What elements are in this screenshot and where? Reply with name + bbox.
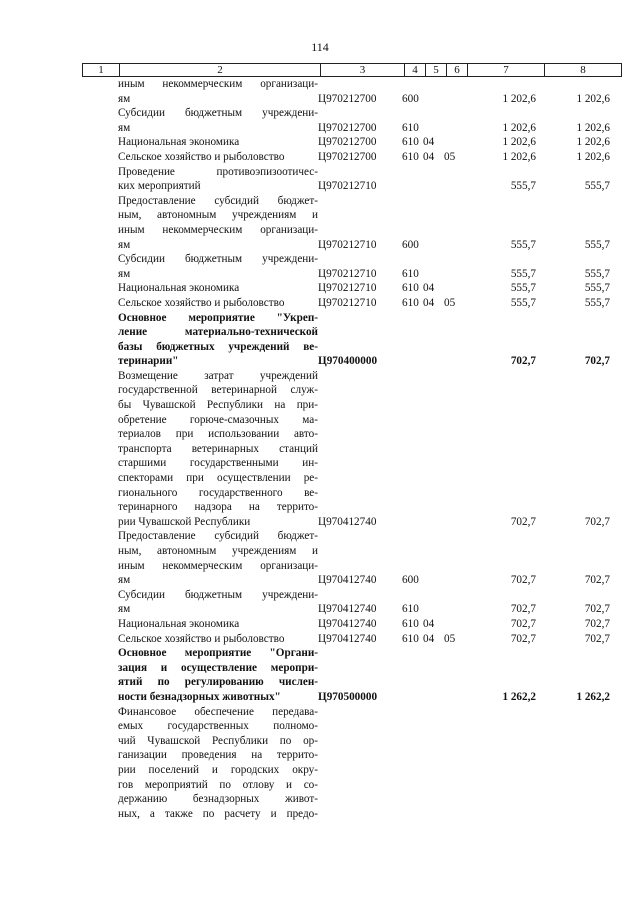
row-amount-col7: 555,7 [510,180,536,193]
row-amount-col7: 1 202,6 [502,121,536,134]
description-line: емых государственных полномо- [118,720,318,733]
row-amount-col7: 702,7 [510,617,536,630]
row-code: Ц970400000 [318,355,378,368]
description-line: Основное мероприятие "Органи- [118,647,318,660]
row-description [118,252,318,281]
row-expense-type: 610 [402,603,419,616]
table-row [82,705,622,822]
row-amount-col8: 555,7 [584,267,610,280]
row-description [118,281,318,296]
table-row [82,646,622,704]
row-expense-type: 600 [402,574,419,587]
col-header-8: 8 [545,64,622,77]
description-line: ям [118,121,131,134]
col-header-3: 3 [321,64,405,77]
description-line: териалов при использовании авто- [118,428,318,441]
col-header-2: 2 [120,64,321,77]
table-row [82,632,622,647]
description-line: ление материально-технической [118,326,318,339]
row-code: Ц970212710 [318,238,377,251]
row-expense-type: 610 [402,136,419,149]
row-subsection: 05 [444,632,456,645]
row-amount-col8: 702,7 [584,355,610,368]
row-expense-type: 610 [402,296,419,309]
description-line: рии Чувашской Республики [118,515,251,528]
row-description [118,646,318,704]
row-expense-type: 600 [402,238,419,251]
budget-table-body [82,77,622,821]
description-line: рии поселений и городских окру- [118,763,318,776]
row-amount-col7: 1 202,6 [502,136,536,149]
row-section: 04 [423,296,435,309]
description-line: Возмещение затрат учреждений [118,369,318,382]
row-section: 04 [423,150,435,163]
description-line: Проведение противоэпизоотичес- [118,165,318,178]
row-section: 04 [423,617,435,630]
col-header-7: 7 [468,64,545,77]
description-line: ям [118,92,131,105]
row-expense-type: 610 [402,617,419,630]
row-amount-col7: 1 202,6 [502,150,536,163]
description-line: Субсидии бюджетным учреждени- [118,588,318,601]
row-expense-type: 610 [402,150,419,163]
description-line: теринарии" [118,355,179,368]
description-line: ганизации проведения на террито- [118,749,318,762]
row-amount-col8: 1 262,2 [576,690,610,703]
row-amount-col8: 555,7 [584,296,610,309]
col-header-5: 5 [426,64,447,77]
row-description [118,617,318,632]
description-line: ям [118,267,131,280]
row-code: Ц970412740 [318,574,377,587]
table-row [82,588,622,617]
row-section: 04 [423,136,435,149]
row-expense-type: 610 [402,632,419,645]
row-description [118,632,318,647]
row-amount-col8: 702,7 [584,515,610,528]
row-amount-col7: 555,7 [510,296,536,309]
description-line: иным некоммерческим организаци- [118,78,318,90]
row-amount-col7: 1 202,6 [502,92,536,105]
row-subsection: 05 [444,296,456,309]
row-amount-col8: 1 202,6 [576,150,610,163]
description-line: гов мероприятий по отлову и со- [118,778,318,791]
description-line: иным некоммерческим организаци- [118,559,318,572]
description-line: ких мероприятий [118,180,201,193]
row-description [118,369,318,530]
row-amount-col8: 702,7 [584,574,610,587]
row-amount-col7: 702,7 [510,355,536,368]
table-row [82,529,622,587]
row-amount-col8: 555,7 [584,238,610,251]
description-line: Предоставление субсидий бюджет- [118,194,318,207]
description-line: транспорта ветеринарных станций [118,442,318,455]
table-row [82,296,622,311]
table-row [82,165,622,194]
row-amount-col7: 1 262,2 [502,690,536,703]
row-code: Ц970212710 [318,180,377,193]
row-code: Ц970212700 [318,136,377,149]
description-line: ных, а также по расчету и предо- [118,807,318,820]
row-code: Ц970412740 [318,515,377,528]
description-line: Сельское хозяйство и рыболовство [118,150,285,163]
row-description [118,529,318,587]
page-number: 114 [311,40,329,54]
col-header-1: 1 [83,64,120,77]
table-row [82,150,622,165]
description-line: Сельское хозяйство и рыболовство [118,296,285,309]
row-code: Ц970500000 [318,690,378,703]
row-subsection: 05 [444,150,456,163]
description-line: ям [118,574,131,587]
description-line: Сельское хозяйство и рыболовство [118,632,285,645]
description-line: иным некоммерческим организаци- [118,223,318,236]
table-row [82,311,622,369]
row-expense-type: 610 [402,121,419,134]
row-description [118,588,318,617]
description-line: Предоставление субсидий бюджет- [118,530,318,543]
description-line: ным, автономным учреждениям и [118,209,318,222]
table-row [82,135,622,150]
row-description [118,77,318,106]
table-row [82,194,622,252]
row-amount-col7: 702,7 [510,515,536,528]
row-code: Ц970212710 [318,267,377,280]
description-line: теринарного надзора на террито- [118,501,318,514]
column-header-table [82,63,622,77]
description-line: гионального государственного ве- [118,486,318,499]
row-amount-col7: 702,7 [510,632,536,645]
col-header-6: 6 [447,64,468,77]
row-code: Ц970212710 [318,296,377,309]
description-line: Субсидии бюджетным учреждени- [118,253,318,266]
row-amount-col8: 1 202,6 [576,92,610,105]
row-description [118,135,318,150]
row-code: Ц970212710 [318,282,377,295]
description-line: государственной ветеринарной служ- [118,384,318,397]
description-line: старшими государственными ин- [118,457,318,470]
row-description [118,194,318,252]
row-expense-type: 610 [402,267,419,280]
description-line: Финансовое обеспечение передава- [118,705,318,718]
description-line: обретение горюче-смазочных ма- [118,413,318,426]
row-description [118,311,318,369]
row-description [118,150,318,165]
description-line: ятий по регулированию числен- [118,676,318,689]
row-expense-type: 610 [402,282,419,295]
row-code: Ц970412740 [318,603,377,616]
row-amount-col7: 555,7 [510,238,536,251]
row-code: Ц970412740 [318,632,377,645]
table-row [82,77,622,106]
description-line: бы Чувашской Республики на при- [118,399,318,412]
table-row [82,106,622,135]
description-line: Национальная экономика [118,617,240,630]
row-amount-col8: 555,7 [584,180,610,193]
row-code: Ц970212700 [318,121,377,134]
description-line: ям [118,238,131,251]
description-line: Субсидии бюджетным учреждени- [118,107,318,120]
table-row [82,281,622,296]
row-description [118,165,318,194]
row-amount-col8: 702,7 [584,603,610,616]
row-code: Ц970412740 [318,617,377,630]
row-expense-type: 600 [402,92,419,105]
table-row [82,252,622,281]
row-section: 04 [423,282,435,295]
row-section: 04 [423,632,435,645]
description-line: Основное мероприятие "Укреп- [118,311,318,324]
row-amount-col8: 1 202,6 [576,121,610,134]
description-line: ным, автономным учреждениям и [118,545,318,557]
row-amount-col8: 1 202,6 [576,136,610,149]
row-description [118,106,318,135]
description-line: чий Чувашской Республики по ор- [118,734,318,747]
row-amount-col7: 555,7 [510,282,536,295]
row-amount-col8: 702,7 [584,632,610,645]
row-amount-col7: 555,7 [510,267,536,280]
description-line: базы бюджетных учреждений ве- [118,340,318,353]
description-line: Национальная экономика [118,282,240,295]
row-amount-col8: 702,7 [584,617,610,630]
description-line: Национальная экономика [118,136,240,149]
row-description [118,296,318,311]
table-row [82,369,622,530]
description-line: спекторами при осуществлении ре- [118,472,318,485]
col-header-4: 4 [405,64,426,77]
row-amount-col8: 555,7 [584,282,610,295]
row-code: Ц970212700 [318,92,377,105]
table-row [82,617,622,632]
row-code: Ц970212700 [318,150,377,163]
row-amount-col7: 702,7 [510,574,536,587]
description-line: ям [118,603,131,616]
description-line: зация и осуществление меропри- [118,661,318,674]
row-amount-col7: 702,7 [510,603,536,616]
description-line: держанию безнадзорных живот- [118,793,318,806]
row-description [118,705,318,822]
description-line: ности безнадзорных животных" [118,690,281,703]
